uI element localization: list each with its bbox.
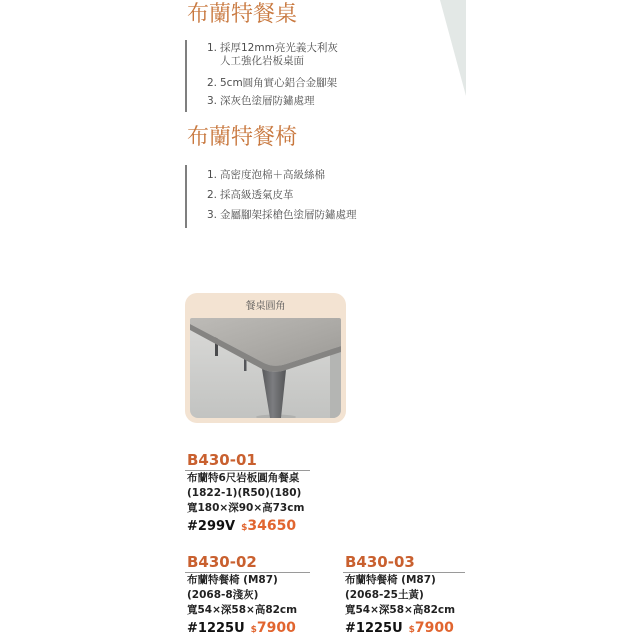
- product-card: [185, 451, 310, 533]
- currency-symbol: $: [241, 523, 248, 533]
- product-name: 布蘭特餐椅 (M87): [187, 574, 278, 586]
- item-text: 金屬腳架採槍色塗層防鏽處理: [220, 209, 357, 221]
- list-item: [207, 189, 294, 202]
- product-price-row: [343, 618, 465, 635]
- product-dimensions: 寬54×深58×高82cm: [187, 604, 298, 616]
- detail-photo-card: [185, 293, 346, 423]
- list-item: [207, 169, 325, 182]
- item-number: 3.: [207, 209, 218, 221]
- chair-section-title: 布蘭特餐椅: [187, 125, 298, 150]
- item-text-continued: 人工強化岩板桌面: [220, 55, 304, 67]
- product-dimensions: 寬54×深58×高82cm: [345, 604, 456, 616]
- corner-decoration: [440, 0, 466, 96]
- item-text: 5cm圓角實心鋁合金腳架: [220, 77, 338, 89]
- product-model: (1822-1)(R50)(180): [187, 487, 302, 499]
- currency-symbol: $: [250, 625, 257, 635]
- list-item: [207, 95, 315, 108]
- chair-feature-list: [185, 165, 387, 228]
- product-name: 布蘭特6尺岩板圓角餐桌: [187, 472, 300, 484]
- item-number: 3.: [207, 95, 218, 107]
- product-dimensions: 寬180×深90×高73cm: [187, 502, 305, 514]
- right-shadow: [330, 348, 341, 418]
- product-price: 7900: [256, 620, 296, 636]
- photo-caption: 餐桌圓角: [245, 301, 286, 312]
- list-item: [207, 77, 337, 90]
- product-sku: #1225U: [187, 621, 245, 636]
- item-number: 2.: [207, 189, 218, 201]
- item-text: 深灰色塗層防鏽處理: [220, 95, 315, 107]
- product-model: (2068-8淺灰): [187, 589, 259, 601]
- product-sku: #1225U: [345, 621, 403, 636]
- item-text: 採高級透氣皮革: [220, 189, 294, 201]
- product-price: 7900: [414, 620, 454, 636]
- list-item: [207, 209, 357, 222]
- product-card: [185, 553, 310, 635]
- item-number: 1.: [207, 169, 218, 181]
- product-price-row: [185, 618, 310, 635]
- item-number: 1.: [207, 42, 218, 54]
- corner-triangle: [440, 0, 466, 96]
- product-card: [343, 553, 465, 635]
- product-model: (2068-25土黃): [345, 589, 424, 601]
- product-sku: #299V: [187, 519, 236, 534]
- product-code: B430-01: [185, 451, 310, 471]
- item-text: 採厚12mm亮光義大利灰: [220, 42, 338, 54]
- table-feature-list: [185, 40, 387, 112]
- table-section-title: 布蘭特餐桌: [187, 2, 298, 27]
- table-corner-photo: [190, 318, 341, 418]
- product-code: B430-03: [343, 553, 465, 573]
- product-price: 34650: [247, 518, 297, 534]
- item-text: 高密度泡棉＋高級絲棉: [220, 169, 325, 181]
- product-code: B430-02: [185, 553, 310, 573]
- product-name: 布蘭特餐椅 (M87): [345, 574, 436, 586]
- list-item: [207, 42, 338, 68]
- item-number: 2.: [207, 77, 218, 89]
- product-price-row: [185, 516, 310, 533]
- currency-symbol: $: [408, 625, 415, 635]
